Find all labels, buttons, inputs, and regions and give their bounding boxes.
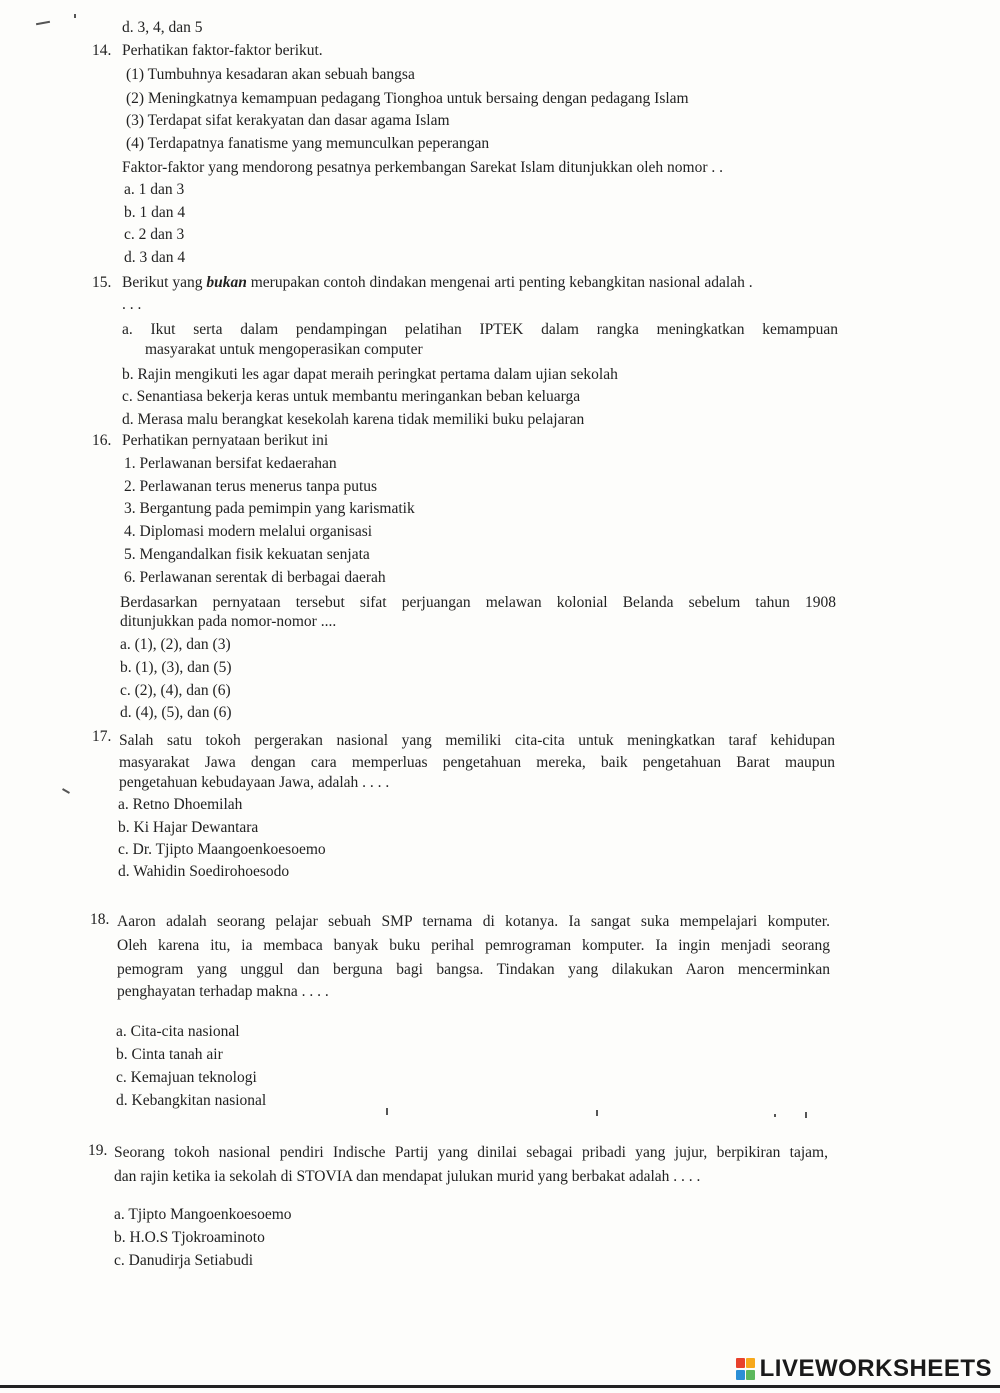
question-prompt: Berdasarkan pernyataan tersebut sifat perjuangan melawan kolonial Belanda sebelum tahun 1908 <box>120 594 836 611</box>
answer-option-b[interactable]: b. Cinta tanah air <box>116 1046 223 1063</box>
answer-option-a[interactable]: a. Cita-cita nasional <box>116 1023 240 1040</box>
question-number: 19. <box>88 1142 108 1159</box>
scan-speck <box>386 1108 388 1115</box>
answer-option-c[interactable]: c. Dr. Tjipto Maangoenkoesoemo <box>118 841 326 858</box>
answer-option-c[interactable]: c. 2 dan 3 <box>124 226 185 243</box>
question-stem: pengetahuan kebudayaan Jawa, adalah . . . . <box>119 774 390 791</box>
question-stem <box>122 273 753 293</box>
answer-option-b[interactable]: b. (1), (3), dan (5) <box>120 659 232 676</box>
page-bottom-border <box>0 1385 1000 1388</box>
question-stem: Oleh karena itu, ia membaca banyak buku perihal pemrograman komputer. Ia ingin menjadi seorang <box>117 937 830 954</box>
stem-text: Berikut yang <box>122 274 207 291</box>
answer-option-b[interactable]: b. Ki Hajar Dewantara <box>118 819 259 836</box>
answer-option-b[interactable]: b. Rajin mengikuti les agar dapat meraih peringkat pertama dalam ujian sekolah <box>122 366 618 383</box>
stem-emphasis: bukan <box>206 274 247 291</box>
question-stem: penghayatan terhadap makna . . . . <box>117 983 329 1000</box>
question-number: 17. <box>92 728 112 745</box>
scan-speck <box>805 1112 807 1118</box>
q13-option-d: d. 3, 4, dan 5 <box>122 19 203 36</box>
answer-option-c[interactable]: c. Kemajuan teknologi <box>116 1069 257 1086</box>
answer-option-d[interactable]: d. Merasa malu berangkat kesekolah karena tidak memiliki buku pelajaran <box>122 411 585 428</box>
question-stem: Perhatikan pernyataan berikut ini <box>122 432 329 449</box>
question-number: 14. <box>92 42 112 59</box>
question-prompt: Faktor-faktor yang mendorong pesatnya perkembangan Sarekat Islam ditunjukkan oleh nomor . . <box>122 159 724 176</box>
answer-option-c[interactable]: c. (2), (4), dan (6) <box>120 682 231 699</box>
statement-item: 2. Perlawanan terus menerus tanpa putus <box>124 478 378 495</box>
question-number: 18. <box>90 911 110 928</box>
question-prompt-cont: ditunjukkan pada nomor-nomor .... <box>120 613 337 630</box>
answer-option-d[interactable]: d. 3 dan 4 <box>124 249 186 266</box>
answer-option-a[interactable]: a. Tjipto Mangoenkoesoemo <box>114 1206 292 1223</box>
question-stem: masyarakat Jawa dengan cara memperluas pengetahuan mereka, baik pengetahuan Barat maupun <box>119 754 835 771</box>
answer-option-d[interactable]: d. (4), (5), dan (6) <box>120 704 232 721</box>
answer-option-a[interactable]: a. (1), (2), dan (3) <box>120 636 231 653</box>
answer-option-b[interactable]: b. 1 dan 4 <box>124 204 186 221</box>
answer-option-a[interactable]: a. 1 dan 3 <box>124 181 185 198</box>
statement-item: (4) Terdapatnya fanatisme yang memunculkan peperangan <box>126 135 490 152</box>
logo-square <box>736 1370 745 1380</box>
logo-square <box>746 1370 755 1380</box>
question-stem: dan rajin ketika ia sekolah di STOVIA dan mendapat julukan murid yang berbakat adalah . . . . <box>114 1168 701 1185</box>
answer-option-a[interactable]: a. Retno Dhoemilah <box>118 796 243 813</box>
question-stem: pemogram yang unggul dan berguna bagi bangsa. Tindakan yang dilakukan Aaron mencerminkan <box>117 961 830 978</box>
answer-option-b[interactable]: b. H.O.S Tjokroaminoto <box>114 1229 265 1246</box>
liveworksheets-logo-icon <box>736 1358 756 1380</box>
answer-option-c[interactable]: c. Senantiasa bekerja keras untuk membantu meringankan beban keluarga <box>122 388 581 405</box>
answer-option-c[interactable]: c. Danudirja Setiabudi <box>114 1252 254 1269</box>
scan-speck <box>774 1114 776 1117</box>
question-number: 15. <box>92 274 112 291</box>
question-number: 16. <box>92 432 112 449</box>
scan-speck <box>36 21 50 25</box>
answer-option-d[interactable]: d. Wahidin Soedirohoesodo <box>118 863 290 880</box>
statement-item: 4. Diplomasi modern melalui organisasi <box>124 523 373 540</box>
stem-text: merupakan contoh dindakan mengenai arti penting kebangkitan nasional adalah . <box>246 274 753 291</box>
liveworksheets-logo[interactable] <box>736 1356 992 1382</box>
scan-speck <box>596 1110 598 1116</box>
question-stem: Perhatikan faktor-faktor berikut. <box>122 42 323 59</box>
statement-item: (3) Terdapat sifat kerakyatan dan dasar agama Islam <box>126 112 450 129</box>
logo-square <box>746 1358 755 1368</box>
scan-speck <box>74 14 76 18</box>
answer-option-a-cont[interactable]: masyarakat untuk mengoperasikan computer <box>145 341 423 358</box>
logo-square <box>736 1358 745 1368</box>
statement-item: 1. Perlawanan bersifat kedaerahan <box>124 455 337 472</box>
answer-option-d[interactable]: d. Kebangkitan nasional <box>116 1092 267 1109</box>
question-stem: Seorang tokoh nasional pendiri Indische Partij yang dinilai sebagai pribadi yang jujur, berpikiran tajam, <box>114 1144 828 1161</box>
statement-item: 5. Mengandalkan fisik kekuatan senjata <box>124 546 370 563</box>
statement-item: 6. Perlawanan serentak di berbagai daerah <box>124 569 386 586</box>
scan-speck <box>62 788 70 794</box>
statement-item: (1) Tumbuhnya kesadaran akan sebuah bangsa <box>126 66 415 83</box>
logo-text: LIVEWORKSHEETS <box>759 1355 992 1382</box>
answer-option-a[interactable]: a. Ikut serta dalam pendampingan pelatihan IPTEK dalam rangka meningkatkan kemampuan <box>122 321 838 338</box>
question-stem: Aaron adalah seorang pelajar sebuah SMP ternama di kotanya. Ia sangat suka mempelajari komputer. <box>117 913 830 930</box>
question-stem-continuation: . . . <box>122 296 142 313</box>
statement-item: 3. Bergantung pada pemimpin yang karismatik <box>124 500 415 517</box>
statement-item: (2) Meningkatnya kemampuan pedagang Tionghoa untuk bersaing dengan pedagang Islam <box>126 90 689 107</box>
question-stem: Salah satu tokoh pergerakan nasional yang memiliki cita-cita untuk meningkatkan taraf kehidupan <box>119 732 835 749</box>
